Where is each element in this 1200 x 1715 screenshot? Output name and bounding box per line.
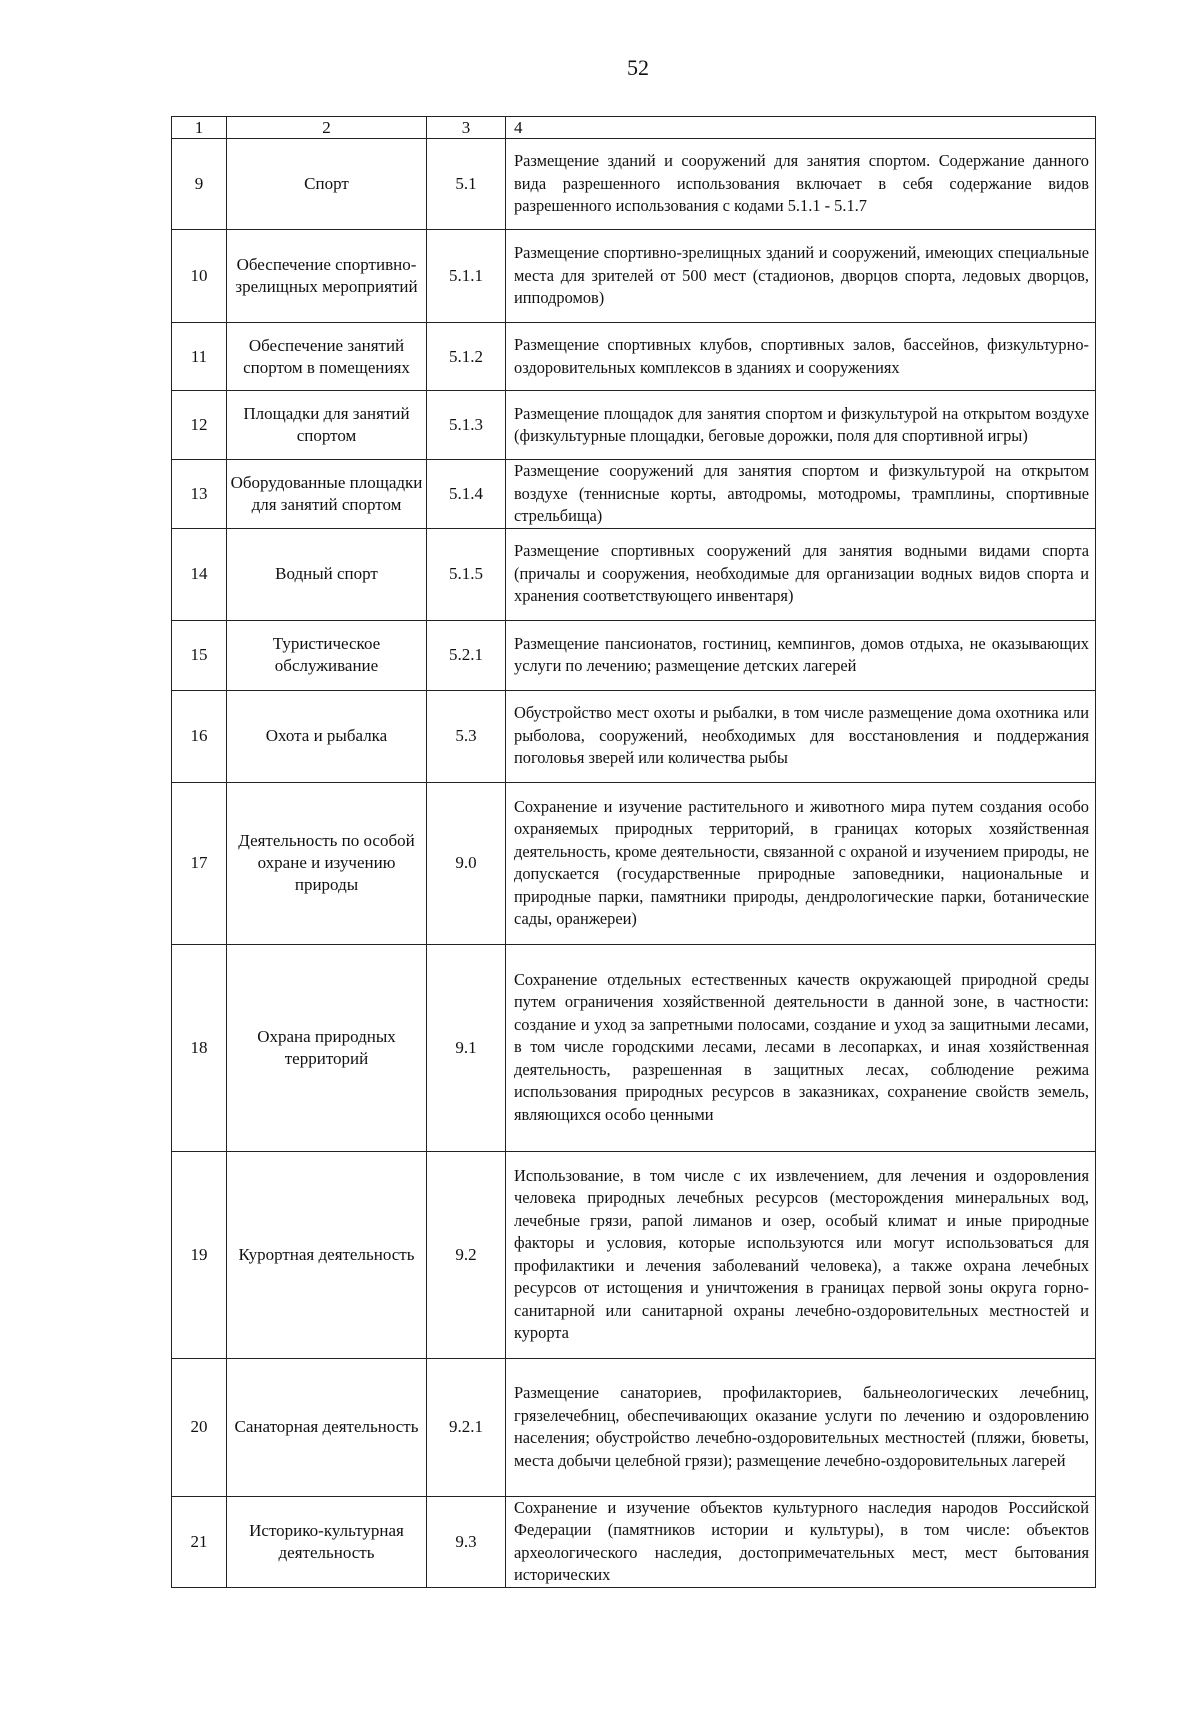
table-row [172, 782, 1096, 944]
use-code: 5.1.5 [427, 528, 506, 620]
use-code: 5.3 [427, 690, 506, 782]
table-row [172, 460, 1096, 529]
row-number: 12 [172, 391, 227, 460]
table-row [172, 1151, 1096, 1358]
use-name: Охрана природных территорий [227, 944, 427, 1151]
table-row [172, 1496, 1096, 1587]
row-number: 9 [172, 139, 227, 230]
use-description: Обустройство мест охоты и рыбалки, в том числе размещение дома охотника или рыболова, сооружений, необходимых для восстановления и поддержания поголовья зверей или количества рыбы [506, 690, 1096, 782]
use-code: 5.1.3 [427, 391, 506, 460]
use-description: Размещение санаториев, профилакториев, бальнеологических лечебниц, грязелечебниц, обеспечивающих оказание услуги по лечению и оздоровлению населения; обустройство лечебно-оздоровительных местностей (пляжи, бюветы, места добычи целебной грязи); размещение лечебно-оздоровительных лагерей [506, 1358, 1096, 1496]
use-name: Историко-культурная деятельность [227, 1496, 427, 1587]
use-code: 5.1 [427, 139, 506, 230]
row-number: 20 [172, 1358, 227, 1496]
row-number: 15 [172, 620, 227, 690]
row-number: 16 [172, 690, 227, 782]
use-description: Размещение пансионатов, гостиниц, кемпингов, домов отдыха, не оказывающих услуги по лечению; размещение детских лагерей [506, 620, 1096, 690]
use-description: Размещение спортивных клубов, спортивных залов, бассейнов, физкультурно-оздоровительных комплексов в зданиях и сооружениях [506, 323, 1096, 391]
use-description: Размещение сооружений для занятия спортом и физкультурой на открытом воздухе (теннисные корты, автодромы, мотодромы, трамплины, спортивные стрельбища) [506, 460, 1096, 529]
use-name: Туристическое обслуживание [227, 620, 427, 690]
use-description: Размещение спортивных сооружений для занятия водными видами спорта (причалы и сооружения, необходимые для организации водных видов спорта и хранения соответствующего инвентаря) [506, 528, 1096, 620]
use-description: Размещение площадок для занятия спортом и физкультурой на открытом воздухе (физкультурные площадки, беговые дорожки, поля для спортивной игры) [506, 391, 1096, 460]
row-number: 19 [172, 1151, 227, 1358]
use-name: Деятельность по особой охране и изучению природы [227, 782, 427, 944]
table-row [172, 139, 1096, 230]
land-use-table [171, 116, 1096, 1588]
use-code: 5.1.2 [427, 323, 506, 391]
row-number: 17 [172, 782, 227, 944]
use-code: 9.2.1 [427, 1358, 506, 1496]
header-row [172, 117, 1096, 139]
use-code: 5.1.1 [427, 230, 506, 323]
col-header-4: 4 [506, 117, 1096, 139]
use-name: Обеспечение спортивно-зрелищных мероприятий [227, 230, 427, 323]
table-row [172, 528, 1096, 620]
row-number: 13 [172, 460, 227, 529]
row-number: 14 [172, 528, 227, 620]
col-header-2: 2 [227, 117, 427, 139]
use-name: Охота и рыбалка [227, 690, 427, 782]
table-row [172, 1358, 1096, 1496]
row-number: 21 [172, 1496, 227, 1587]
use-description: Сохранение отдельных естественных качеств окружающей природной среды путем ограничения хозяйственной деятельности в данной зоне, в частности: создание и уход за запретными полосами, создание и уход за защитными лесами, в том числе городскими лесами, лесами в лесопарках, и иная хозяйственная деятельность, разрешенная в защитных лесах, соблюдение режима использования природных ресурсов в заказниках, сохранение свойств земель, являющихся особо ценными [506, 944, 1096, 1151]
use-name: Водный спорт [227, 528, 427, 620]
use-name: Спорт [227, 139, 427, 230]
use-code: 9.3 [427, 1496, 506, 1587]
use-code: 5.1.4 [427, 460, 506, 529]
use-name: Оборудованные площадки для занятий спортом [227, 460, 427, 529]
table-row [172, 944, 1096, 1151]
use-code: 5.2.1 [427, 620, 506, 690]
table-row [172, 323, 1096, 391]
use-name: Обеспечение занятий спортом в помещениях [227, 323, 427, 391]
table-row [172, 690, 1096, 782]
use-description: Использование, в том числе с их извлечением, для лечения и оздоровления человека природных лечебных ресурсов (месторождения минеральных вод, лечебные грязи, рапой лиманов и озер, особый климат и иные природные факторы и условия, которые используются или могут использоваться для профилактики и лечения заболеваний человека), а также охрана лечебных ресурсов от истощения и уничтожения в границах первой зоны округа горно-санитарной или санитарной охраны лечебно-оздоровительных местностей и курорта [506, 1151, 1096, 1358]
use-description: Размещение зданий и сооружений для занятия спортом. Содержание данного вида разрешенного использования включает в себя содержание видов разрешенного использования с кодами 5.1.1 - 5.1.7 [506, 139, 1096, 230]
use-code: 9.1 [427, 944, 506, 1151]
table-row [172, 230, 1096, 323]
row-number: 18 [172, 944, 227, 1151]
page-number: 52 [627, 55, 649, 80]
use-description: Размещение спортивно-зрелищных зданий и сооружений, имеющих специальные места для зрителей от 500 мест (стадионов, дворцов спорта, ледовых дворцов, ипподромов) [506, 230, 1096, 323]
use-description: Сохранение и изучение объектов культурного наследия народов Российской Федерации (памятников истории и культуры), в том числе: объектов археологического наследия, достопримечательных мест, мест бытования исторических [506, 1496, 1096, 1587]
use-description: Сохранение и изучение растительного и животного мира путем создания особо охраняемых природных территорий, в границах которых хозяйственная деятельность, кроме деятельности, связанной с охраной и изучением природы, не допускается (государственные природные заповедники, национальные и природные парки, памятники природы, дендрологические парки, ботанические сады, оранжереи) [506, 782, 1096, 944]
use-name: Курортная деятельность [227, 1151, 427, 1358]
use-name: Площадки для занятий спортом [227, 391, 427, 460]
use-code: 9.2 [427, 1151, 506, 1358]
col-header-3: 3 [427, 117, 506, 139]
table-row [172, 391, 1096, 460]
use-code: 9.0 [427, 782, 506, 944]
use-name: Санаторная деятельность [227, 1358, 427, 1496]
row-number: 11 [172, 323, 227, 391]
table-row [172, 620, 1096, 690]
row-number: 10 [172, 230, 227, 323]
col-header-1: 1 [172, 117, 227, 139]
